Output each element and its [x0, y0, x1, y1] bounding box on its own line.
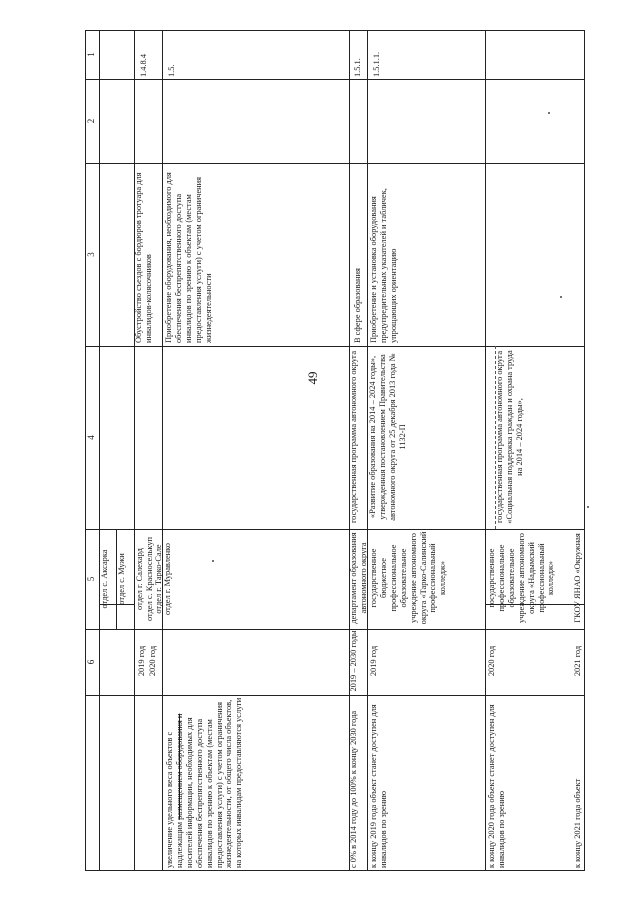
row-program: государственная программа автономного округа: [349, 350, 358, 524]
row-result: к концу 2021 года объект: [573, 778, 582, 868]
row-result: с 0% в 2014 году до 100% к концу 2030 года: [349, 710, 358, 868]
term-2019: 2019 год: [137, 645, 146, 677]
header-col-4: 4: [86, 435, 96, 440]
header-col-6: 6: [86, 659, 96, 665]
row-number: 1.4.8.4: [139, 53, 148, 77]
row-program: «Развитие образования на 2014 – 2024 годы», утвержденная постановлением Правительства автономного округа от 25 декабря 2013 года № 1132-П: [368, 353, 407, 521]
rotated-table: [85, 30, 585, 870]
row-number: 1.5.: [167, 64, 176, 77]
row-executor: государственное бюджетное профессиональное образовательное учреждение автономного округа «Тарко-Салинский профессиональный колледж»: [369, 531, 448, 625]
executor-krasnoselkup: отдел с. Красноселькуп: [145, 536, 154, 622]
row-name: Обустройство съездов с бордюров тротуара для инвалидов-колясочников: [134, 172, 153, 343]
row-term: 2019 год: [369, 645, 378, 677]
executor-muzhi: отдел с. Мужи: [117, 553, 126, 605]
executor-tarko-sale: отдел г. Тарко-Сале: [154, 544, 163, 614]
executor-muravlenko: отдел г. Муравленко: [163, 543, 172, 615]
row-name: В сфере образования: [353, 268, 362, 343]
scan-speck: [560, 296, 562, 298]
executor-salekhard: отдел г. Салехард: [135, 548, 144, 610]
row-executor: государственное профессиональное образовательное учреждение автономного округа «Надымский профессиональный колледж»: [487, 533, 556, 623]
row-executor: ГКОУ ЯНАО «Окружная: [573, 533, 582, 623]
row-result: к концу 2020 года объект станет доступен для инвалидов по зрению: [487, 704, 506, 868]
header-col-1: 1: [86, 52, 96, 57]
scan-speck: [587, 506, 589, 508]
row-term: 2020 год: [487, 645, 496, 677]
scan-speck: [548, 112, 550, 114]
row-term: 2021 год: [573, 645, 582, 677]
row-result: увеличение удельного веса объектов с надлежащим размещением оборудования и носителей информации, необходимых для обеспечения беспрепятственного доступа инвалидов по зрению к объектам (местам предоставления услуги) с учетом ограничения жизнедеятельности, от общего числа объектов, на которых инвалидам предоставляются услуги: [165, 697, 244, 868]
row-name: Приобретение и установка оборудования предупредительных указателей и табличек, упрощающих ориентацию: [369, 188, 398, 343]
header-col-3: 3: [86, 252, 96, 257]
row-number: 1.5.1.1.: [372, 51, 381, 77]
row-executor: департамент образования автономного округа: [349, 532, 368, 624]
term-2020: 2020 год: [148, 645, 157, 677]
page-number: 49: [305, 371, 320, 385]
header-col-2: 2: [86, 118, 96, 124]
executor-aksarka: отдел с. Аксарка: [100, 549, 109, 609]
row-number: 1.5.1.: [353, 58, 362, 77]
row-term: 2019 – 2030 годы: [349, 630, 358, 692]
scan-speck: [212, 560, 214, 562]
header-col-5: 5: [86, 576, 96, 582]
row-result: к концу 2019 года объект станет доступен для инвалидов по зрению: [369, 704, 388, 868]
row-name: Приобретение оборудования, необходимого для обеспечения беспрепятственного доступа инвалидов по зрению к объектам (местам предоставления услуги) с учетом ограничения жизнедеятельности: [164, 172, 213, 343]
row-program: государственная программа автономного округа «Социальная поддержка граждан и охрана труда на 2014 – 2024 годы»,: [495, 350, 524, 524]
